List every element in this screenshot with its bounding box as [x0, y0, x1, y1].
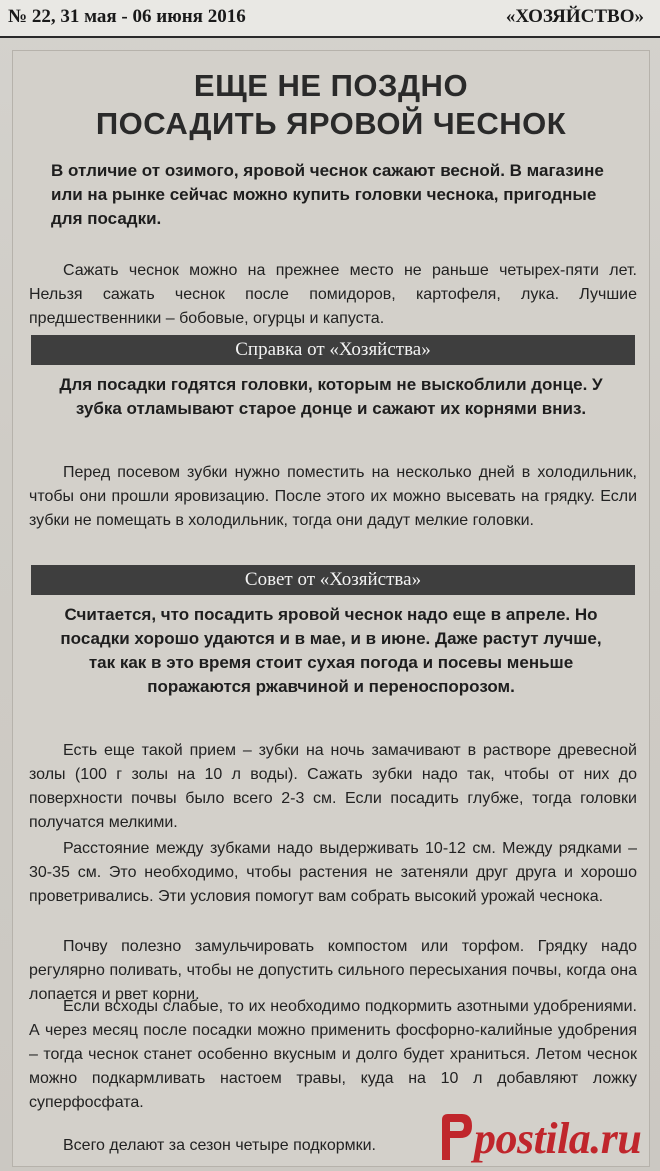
info-box-text-1: Для посадки годятся головки, которым не выскоблили донце. У зубка отламывают старое донце и сажают их корнями вниз.	[59, 375, 603, 418]
paragraph-last: Всего делают за сезон четыре подкормки.	[63, 1137, 376, 1154]
watermark	[436, 1108, 656, 1168]
page-header	[0, 0, 660, 38]
paragraph-fridge: Перед посевом зубки нужно поместить на несколько дней в холодильник, чтобы они прошли яровизацию. После этого их можно высевать на грядку. Если зубки не помещать в холодильник, тогда они дадут мелкие головки.	[29, 464, 637, 529]
info-box-text-2: Считается, что посадить яровой чеснок надо еще в апреле. Но посадки хорошо удаются и в мае, и в июне. Даже растут лучше, так как в это время стоит сухая погода и посевы меньше поражаются ржавчиной и переноспорозом.	[60, 605, 602, 696]
paragraph-intro: Сажать чеснок можно на прежнее место не раньше четырех-пяти лет. Нельзя сажать чеснок после помидоров, картофеля, лука. Лучшие предшественники – бобовые, огурцы и капуста.	[29, 262, 637, 327]
article	[12, 50, 650, 1167]
paragraph-spacing: Расстояние между зубками надо выдерживать 10-12 см. Между рядками – 30-35 см. Это необходимо, чтобы растения не затеняли друг друга и хорошо проветривались. Эти условия помогут вам собрать высокий урожай чеснока.	[29, 840, 637, 905]
title-line-2: ПОСАДИТЬ ЯРОВОЙ ЧЕСНОК	[95, 106, 567, 141]
article-title	[13, 67, 649, 143]
newspaper-name: «ХОЗЯЙСТВО»	[505, 6, 644, 27]
paragraph-ash: Есть еще такой прием – зубки на ночь замачивают в растворе древесной золы (100 г золы на 10 л воды). Сажать зубки надо так, чтобы от них до поверхности почвы было всего 2-3 см. Если посадить глубже, тогда головки получатся мелкими.	[29, 742, 637, 831]
paragraph-feeding: Если всходы слабые, то их необходимо подкормить азотными удобрениями. А через месяц после посадки можно применить фосфорно-калийные удобрения – тогда чеснок станет особенно вкусным и долго будет храниться. Летом чеснок можно подкармливать настоем травы, куда на 10 л добавляют ложку суперфосфата.	[29, 998, 637, 1111]
info-box-heading-1: Справка от «Хозяйства»	[31, 335, 635, 365]
postila-logo-icon	[436, 1110, 476, 1164]
title-line-1: ЕЩЕ НЕ ПОЗДНО	[193, 68, 469, 103]
article-lead: В отличие от озимого, яровой чеснок сажают весной. В магазине или на рынке сейчас можно купить головки чеснока, пригодные для посадки.	[51, 161, 604, 228]
issue-date: № 22, 31 мая - 06 июня 2016	[8, 6, 246, 27]
watermark-text: postila.ru	[474, 1114, 642, 1163]
info-box-heading-2: Совет от «Хозяйства»	[31, 565, 635, 595]
paragraph-mulch: Почву полезно замульчировать компостом или торфом. Грядку надо регулярно поливать, чтобы не допустить сильного пересыхания почвы, когда она лопается и рвет корни.	[29, 938, 637, 1003]
